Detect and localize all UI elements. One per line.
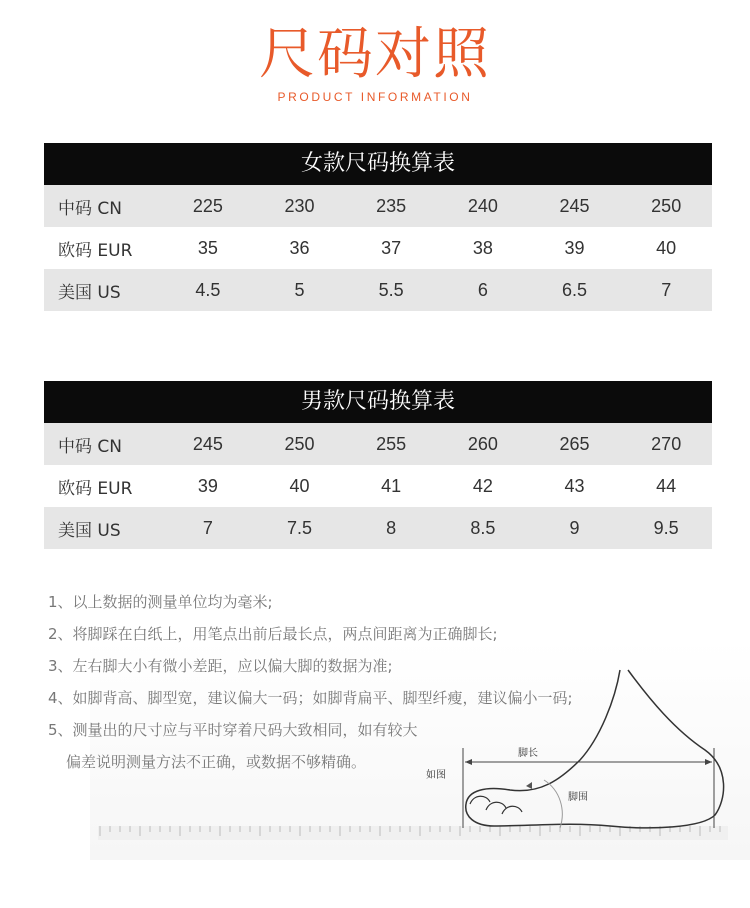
table-cell: 235: [376, 195, 407, 216]
page-title: 尺码对照: [259, 22, 491, 87]
table-cell: 6: [477, 279, 488, 300]
table-cell: 7: [202, 517, 213, 538]
table-cell: 250: [284, 433, 315, 454]
note-item: 2、将脚踩在白纸上，用笔点出前后最长点，两点间距离为正确脚长;: [48, 625, 498, 643]
row-label: 中码 CN: [58, 436, 122, 457]
table-row: [44, 465, 712, 507]
table-row: [44, 507, 712, 549]
table-cell: 36: [289, 237, 310, 258]
table-cell: 245: [559, 195, 590, 216]
table-cell: 39: [564, 237, 585, 258]
row-label: 欧码 EUR: [58, 478, 133, 499]
table-cell: 35: [197, 237, 218, 258]
table-cell: 230: [284, 195, 315, 216]
note-item: 3、左右脚大小有微小差距，应以偏大脚的数据为准;: [48, 657, 393, 675]
note-item: 1、以上数据的测量单位均为毫米;: [48, 593, 273, 611]
measurement-notes: [48, 586, 648, 778]
table-cell: 265: [559, 433, 590, 454]
figure-label-length: 脚长: [518, 748, 538, 759]
table-row: [44, 185, 712, 227]
table-cell: 260: [467, 433, 498, 454]
toes-outline: [470, 796, 522, 814]
note-item: 4、如脚背高、脚型宽，建议偏大一码；如脚背扁平、脚型纤瘦，建议偏小一码;: [48, 689, 573, 707]
table-cell: 7: [661, 279, 672, 300]
row-label: 中码 CN: [58, 198, 122, 219]
page-subtitle: PRODUCT INFORMATION: [277, 90, 473, 104]
table-cell: 5: [294, 279, 305, 300]
note-item: 偏差说明测量方法不正确，或数据不够精确。: [66, 753, 367, 771]
table-cell: 255: [376, 433, 407, 454]
note-item: 5、测量出的尺寸应与平时穿着尺码大致相同，如有较大: [48, 721, 418, 739]
table-cell: 9.5: [653, 517, 679, 538]
table-cell: 250: [651, 195, 682, 216]
row-label: 美国 US: [58, 282, 121, 303]
row-label: 美国 US: [58, 520, 121, 541]
table-cell: 8.5: [470, 517, 496, 538]
table-row: [44, 423, 712, 465]
table-cell: 41: [381, 475, 402, 496]
table-cell: 43: [564, 475, 585, 496]
table-cell: 240: [467, 195, 498, 216]
girth-arrow: [526, 782, 532, 789]
table-cell: 5.5: [378, 279, 404, 300]
table-cell: 44: [656, 475, 677, 496]
men-size-table: [44, 381, 712, 549]
table-cell: 270: [651, 433, 682, 454]
table-cell: 40: [656, 237, 677, 258]
table-row: [44, 227, 712, 269]
table-cell: 4.5: [195, 279, 221, 300]
women-table-title: 女款尺码换算表: [44, 143, 712, 185]
table-row: [44, 269, 712, 311]
men-table-title: 男款尺码换算表: [44, 381, 712, 423]
table-cell: 39: [197, 475, 218, 496]
table-cell: 245: [192, 433, 223, 454]
row-label: 欧码 EUR: [58, 240, 133, 261]
figure-label-girth: 脚围: [568, 792, 588, 803]
table-cell: 8: [386, 517, 397, 538]
table-cell: 9: [569, 517, 580, 538]
table-cell: 42: [472, 475, 493, 496]
table-cell: 225: [192, 195, 223, 216]
table-cell: 37: [381, 237, 402, 258]
table-cell: 40: [289, 475, 310, 496]
girth-curve: [544, 780, 562, 828]
table-cell: 6.5: [562, 279, 588, 300]
table-cell: 7.5: [286, 517, 313, 538]
table-cell: 38: [472, 237, 493, 258]
women-size-table: [44, 143, 712, 311]
figure-label-example: 如图: [426, 770, 446, 781]
